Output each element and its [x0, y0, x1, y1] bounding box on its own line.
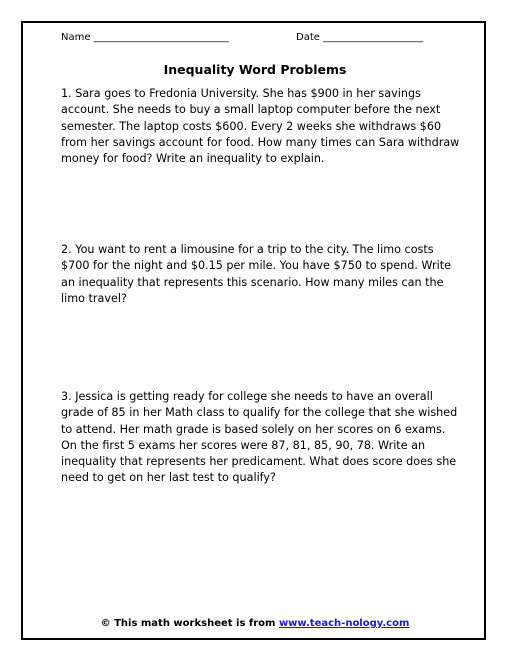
footer-copyright-text: © This math worksheet is from — [100, 618, 279, 629]
problem-1: 1. Sara goes to Fredonia University. She has $900 in her savings account. She needs to buy a small laptop computer before the next semester. The laptop costs $600. Every 2 weeks she withdraws $60 from her savings account for food. How many times can Sara withdraw money for food? Write an inequality to explain. — [61, 87, 460, 166]
problem-2: 2. You want to rent a limousine for a trip to the city. The limo costs $700 for the night and $0.15 per mile. You have $750 to spend. Write an inequality that represents this scenario. How many miles can the limo travel? — [61, 243, 451, 305]
problem-3: 3. Jessica is getting ready for college she needs to have an overall grade of 85 in her Math class to qualify for the college that she wished to attend. Her math grade is based solely on her scores on 6 exams. On the first 5 exams her scores were 87, 81, 85, 90, 78. Write an inequality that represents her predicament. What does score does she need to get on her last test to qualify? — [61, 390, 458, 485]
name-field-line: Name ___________________________ — [61, 32, 229, 43]
footer-credit — [0, 617, 510, 630]
date-field-line: Date ____________________ — [296, 32, 424, 43]
footer-website-link[interactable]: www.teach-nology.com — [278, 618, 410, 629]
worksheet-title: Inequality Word Problems — [163, 62, 347, 77]
